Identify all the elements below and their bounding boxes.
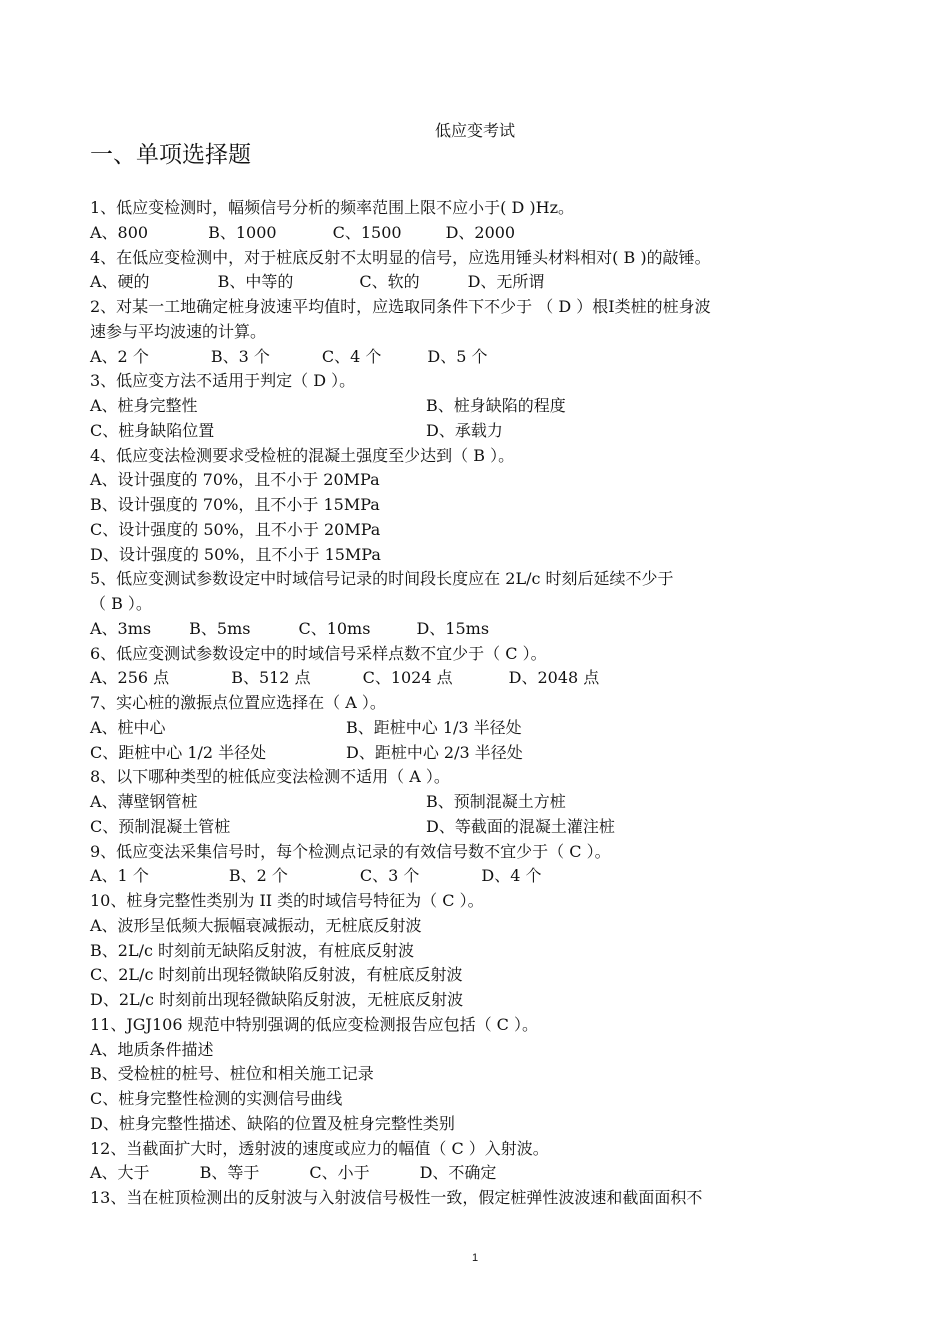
option: D、承载力 <box>426 420 503 440</box>
option: C、2L/c 时刻前出现轻微缺陷反射波，有桩底反射波 <box>90 965 463 985</box>
option: C、预制混凝土管桩 <box>90 816 231 836</box>
question-7-options-row1 <box>90 716 860 741</box>
option: D、2048 点 <box>508 668 600 688</box>
option: A、设计强度的 70%，且不小于 20MPa <box>90 470 380 490</box>
option: A、波形呈低频大振幅衰减振动，无桩底反射波 <box>90 915 422 935</box>
option: D、2L/c 时刻前出现轻微缺陷反射波，无桩底反射波 <box>90 990 464 1009</box>
option: D、距桩中心 2/3 半径处 <box>346 742 523 762</box>
page-number: 1 <box>471 1252 479 1264</box>
option: B、512 点 <box>231 668 311 688</box>
option: B、等于 <box>199 1163 260 1183</box>
option: A、800 <box>90 222 149 242</box>
question-2-line2: 速参与平均波速的计算。 <box>90 321 267 341</box>
option: A、1 个 <box>90 866 149 886</box>
question-list <box>90 196 860 1211</box>
option: D、不确定 <box>419 1163 497 1183</box>
option: D、2000 <box>445 222 516 242</box>
question-3-options-row1 <box>90 394 860 419</box>
option: D、无所谓 <box>467 272 545 292</box>
question-11: 11、JGJ106 规范中特别强调的低应变检测报告应包括（ C ）。 <box>90 1014 539 1034</box>
option: C、桩身缺陷位置 <box>90 420 215 440</box>
option: C、小于 <box>309 1163 370 1183</box>
option: A、桩中心 <box>90 717 166 737</box>
option: C、1024 点 <box>362 668 453 688</box>
question-8-options-row1 <box>90 790 860 815</box>
question-8: 8、以下哪种类型的桩低应变法检测不适用（ A ）。 <box>90 767 450 787</box>
option: B、2L/c 时刻前无缺陷反射波，有桩底反射波 <box>90 940 415 960</box>
question-6: 6、低应变测试参数设定中的时域信号采样点数不宜少于（ C ）。 <box>90 643 547 663</box>
option: A、硬的 <box>90 272 150 292</box>
option: C、1500 <box>332 222 402 242</box>
question-12: 12、当截面扩大时，透射波的速度或应力的幅值（ C ）入射波。 <box>90 1138 549 1158</box>
option: D、15ms <box>416 618 490 638</box>
option: D、等截面的混凝土灌注桩 <box>426 816 615 836</box>
option: B、距桩中心 1/3 半径处 <box>346 717 522 737</box>
option: B、中等的 <box>217 272 294 292</box>
option: B、5ms <box>189 618 251 638</box>
option: B、桩身缺陷的程度 <box>426 396 566 415</box>
option: A、大于 <box>90 1163 150 1183</box>
question-4a: 4、在低应变检测中，对于桩底反射不太明显的信号，应选用锤头材料相对( B )的敲锤。 <box>90 247 711 267</box>
option: B、2 个 <box>228 866 288 886</box>
option: C、软的 <box>359 272 420 292</box>
option: D、4 个 <box>481 866 542 886</box>
option: C、距桩中心 1/2 半径处 <box>90 742 267 762</box>
option: B、预制混凝土方桩 <box>426 792 566 811</box>
option: A、3ms <box>90 618 152 638</box>
question-5-line2: （ B ）。 <box>90 594 152 613</box>
option: B、设计强度的 70%，且不小于 15MPa <box>90 495 380 514</box>
option: C、10ms <box>298 618 371 638</box>
question-13: 13、当在桩顶检测出的反射波与入射波信号极性一致，假定桩弹性波波速和截面面积不 <box>90 1188 703 1207</box>
question-9-options <box>90 864 860 889</box>
question-10: 10、桩身完整性类别为 II 类的时域信号特征为（ C ）。 <box>90 891 484 910</box>
section-heading: 一、单项选择题 <box>90 142 251 168</box>
question-6-options <box>90 666 860 691</box>
question-2-line1: 2、对某一工地确定桩身波速平均值时，应选取同条件下不少于 （ D ）根Ⅰ类桩的桩身波 <box>90 297 711 316</box>
question-5-options <box>90 617 860 642</box>
document-title: 低应变考试 <box>434 121 515 140</box>
option: A、地质条件描述 <box>90 1039 214 1059</box>
option: A、2 个 <box>90 346 149 366</box>
question-1: 1、低应变检测时，幅频信号分析的频率范围上限不应小于( D )Hz。 <box>90 198 575 217</box>
option: B、1000 <box>208 222 277 242</box>
question-9: 9、低应变法采集信号时，每个检测点记录的有效信号数不宜少于（ C ）。 <box>90 841 611 861</box>
question-3-options-row2 <box>90 419 860 444</box>
option: C、4 个 <box>321 346 382 366</box>
option: C、桩身完整性检测的实测信号曲线 <box>90 1089 343 1108</box>
option: A、桩身完整性 <box>90 396 198 415</box>
option: D、设计强度的 50%，且不小于 15MPa <box>90 544 381 564</box>
option: B、受检桩的桩号、桩位和相关施工记录 <box>90 1064 374 1084</box>
question-8-options-row2 <box>90 815 860 840</box>
option: C、3 个 <box>359 866 420 886</box>
question-7: 7、实心桩的激振点位置应选择在（ A ）。 <box>90 693 386 712</box>
question-7-options-row2 <box>90 741 860 766</box>
question-3: 3、低应变方法不适用于判定（ D ）。 <box>90 371 356 391</box>
option: C、设计强度的 50%，且不小于 20MPa <box>90 519 381 539</box>
question-1-options <box>90 221 860 246</box>
option: D、5 个 <box>427 346 488 366</box>
option: A、256 点 <box>90 668 170 688</box>
question-12-options <box>90 1161 860 1186</box>
option: D、桩身完整性描述、缺陷的位置及桩身完整性类别 <box>90 1113 455 1133</box>
question-4b: 4、低应变法检测要求受检桩的混凝土强度至少达到（ B ）。 <box>90 445 515 465</box>
option: B、3 个 <box>210 346 270 366</box>
question-2-options <box>90 345 860 370</box>
question-4a-options <box>90 270 860 295</box>
option: A、薄壁钢管桩 <box>90 792 198 811</box>
question-5-line1: 5、低应变测试参数设定中时域信号记录的时间段长度应在 2L/c 时刻后延续不少于 <box>90 569 674 589</box>
